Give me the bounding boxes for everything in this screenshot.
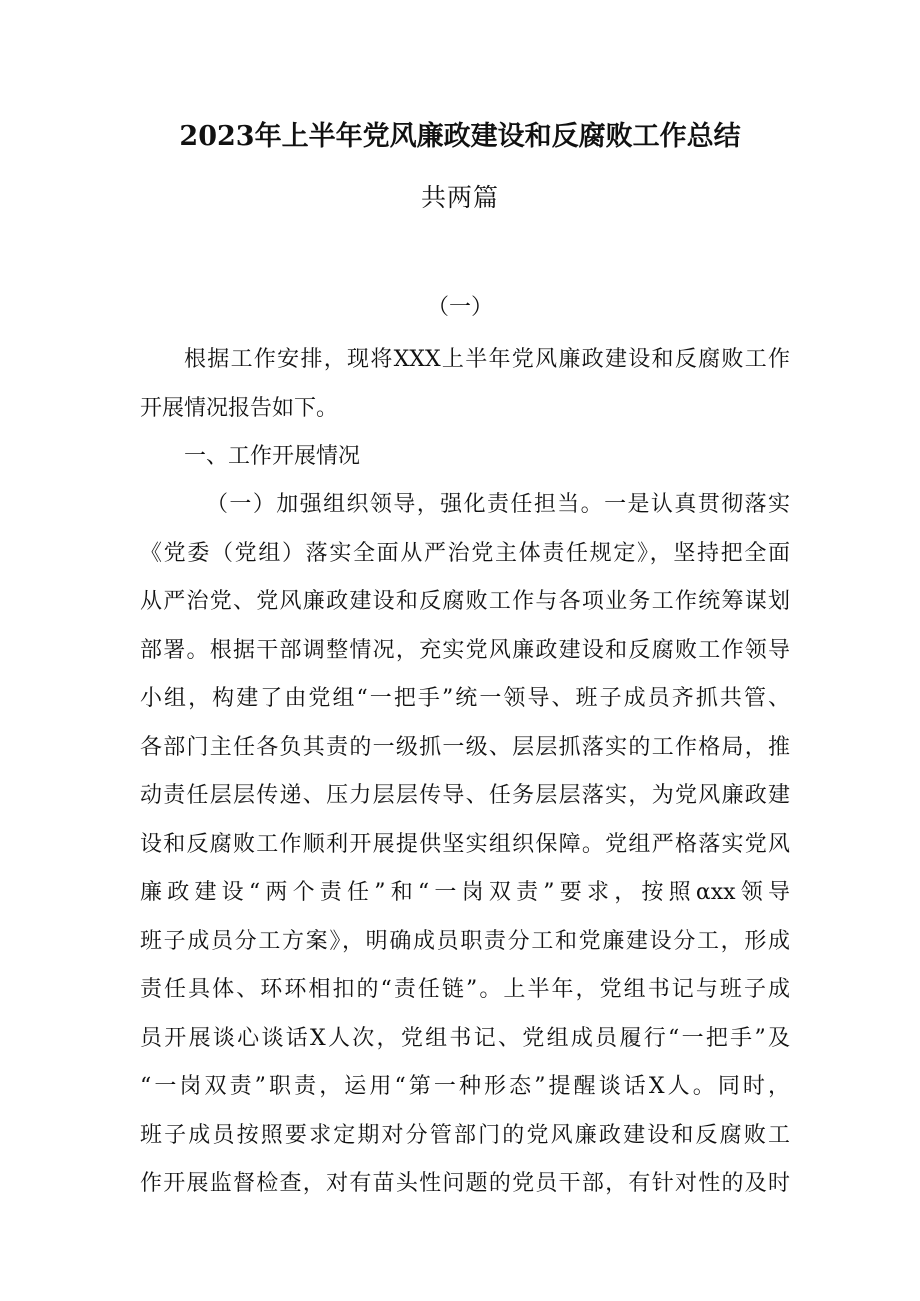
text-line: 班子成员按照要求定期对分管部门的党风廉政建设和反腐败工: [140, 1122, 790, 1148]
text-line: 部署。根据干部调整情况，充实党风廉政建设和反腐败工作领导: [140, 637, 790, 663]
document-subtitle: 共两篇: [420, 183, 499, 212]
text-line: 开展情况报告如下。: [140, 395, 339, 421]
text-line: 动责任层层传递、压力层层传导、任务层层落实，为党风廉政建: [140, 783, 790, 808]
text-line: 班子成员分工方案》，明确成员职责分工和党廉建设分工，形成: [140, 928, 790, 954]
text-line: 作开展监督检查，对有苗头性问题的党员干部，有针对性的及时: [140, 1171, 790, 1196]
text-line: 根据工作安排，现将XXX上半年党风廉政建设和反腐败工作: [184, 347, 790, 372]
text-line: （一）加强组织领导，强化责任担当。一是认真贯彻落实: [206, 492, 790, 517]
text-line: 责任具体、环环相扣的“责任链”。上半年，党组书记与班子成: [140, 977, 790, 1002]
text-line: 廉政建设“两个责任”和“一岗双责”要求，按照αxx领导: [140, 880, 790, 905]
text-line: 从严治党、党风廉政建设和反腐败工作与各项业务工作统筹谋划: [140, 589, 790, 614]
intro-paragraph: [140, 336, 790, 433]
heading-one: 一、工作开展情况: [184, 444, 361, 469]
section-heading: [140, 433, 790, 482]
document-title: 2023年上半年党风廉政建设和反腐败工作总结: [179, 121, 741, 152]
section-number: （一）: [426, 295, 493, 320]
text-line: “一岗双责”职责，运用“第一种形态”提醒谈话X人。同时，: [140, 1074, 790, 1099]
body-paragraph: [140, 481, 790, 1209]
text-line: 小组，构建了由党组“一把手”统一领导、班子成员齐抓共管、: [140, 686, 790, 711]
text-line: 设和反腐败工作顺利开展提供坚实组织保障。党组严格落实党风: [140, 831, 790, 857]
text-line: 各部门主任各负其责的一级抓一级、层层抓落实的工作格局，推: [140, 734, 790, 760]
text-line: 员开展谈心谈话X人次，党组书记、党组成员履行“一把手”及: [140, 1025, 790, 1051]
text-line: 《党委（党组）落实全面从严治党主体责任规定》，坚持把全面: [140, 540, 790, 566]
